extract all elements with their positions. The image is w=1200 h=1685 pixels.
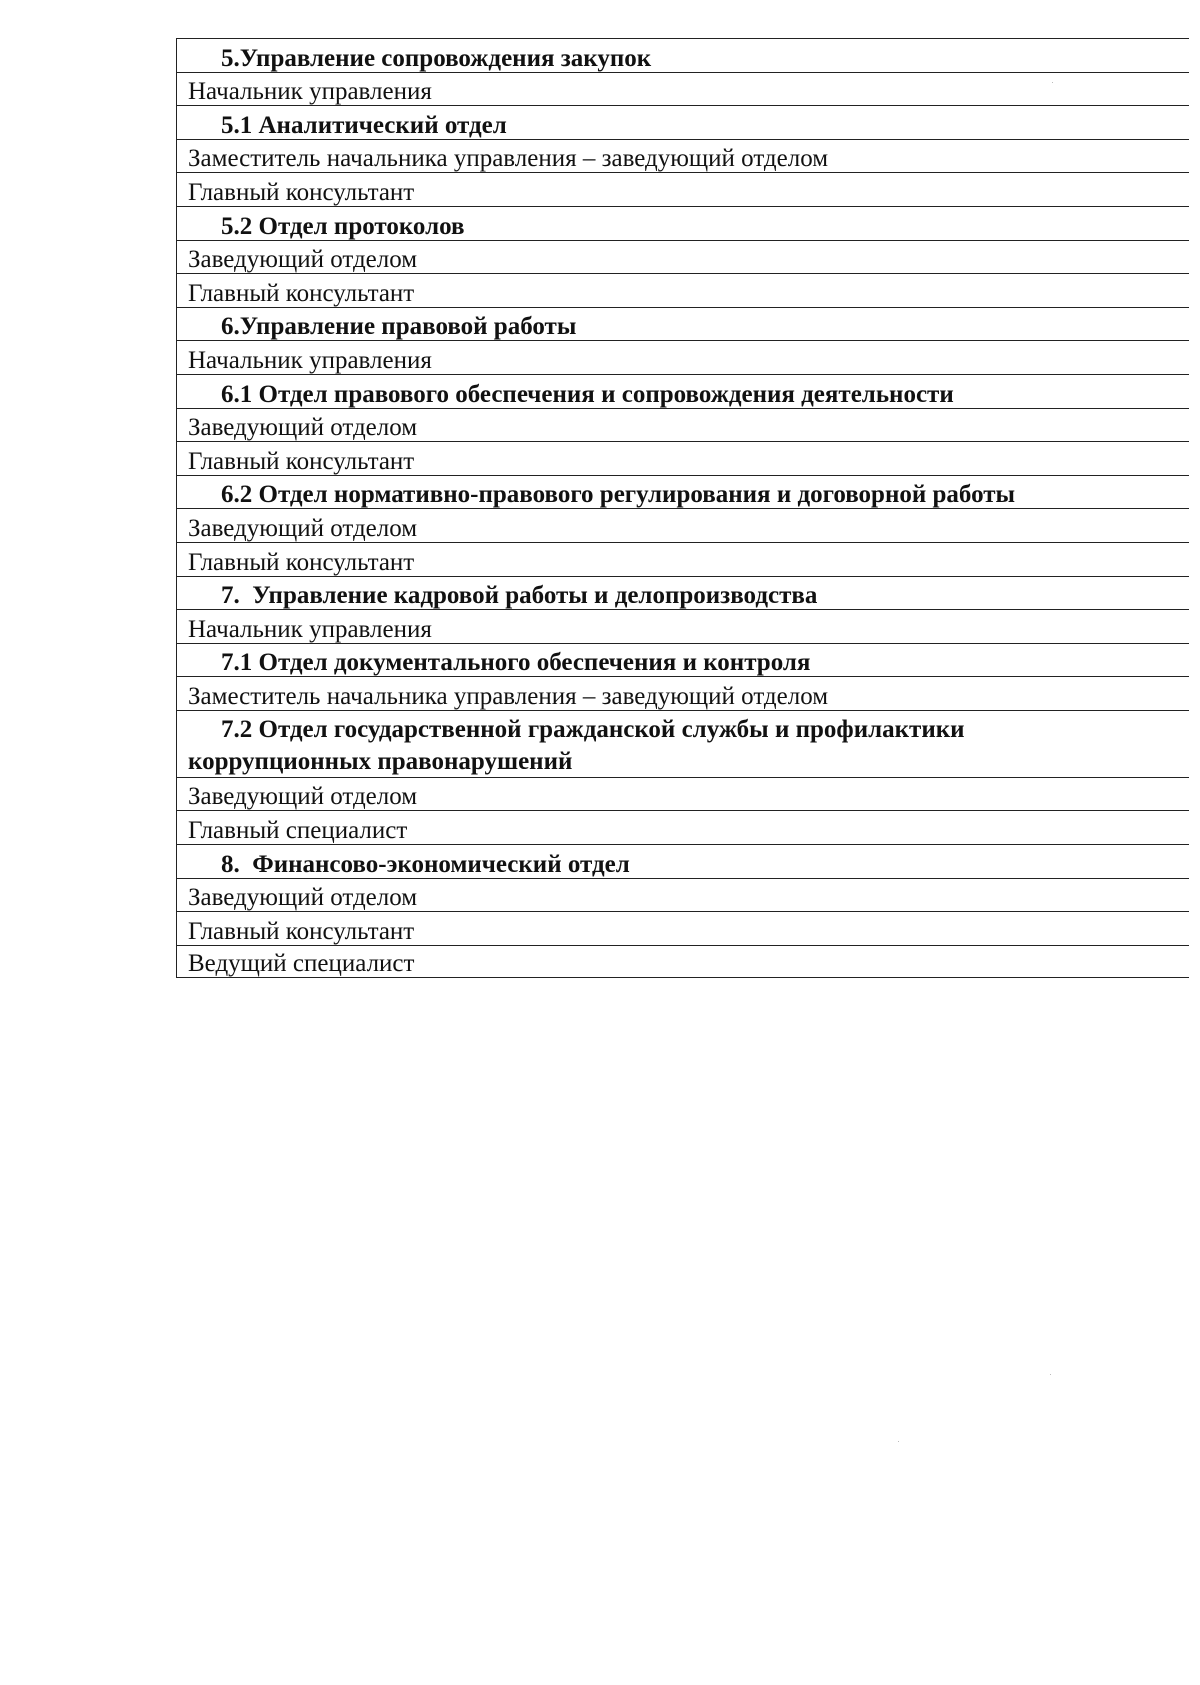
section-heading-8 [177, 844, 1189, 878]
row-text: Начальник управления [188, 78, 432, 106]
scan-speck [1052, 82, 1053, 83]
row-text: Заведующий отделом [188, 414, 418, 442]
row-text: Главный консультант [188, 917, 415, 945]
position-row [177, 240, 1189, 274]
row-text: Заместитель начальника управления – заведующий отделом [188, 145, 829, 173]
position-row [177, 777, 1189, 811]
section-heading-5 [177, 38, 1189, 72]
row-text: Заведующий отделом [188, 884, 418, 912]
staff-table [176, 38, 1189, 978]
row-text: Главный специалист [188, 817, 408, 845]
position-row [177, 810, 1189, 844]
row-text: 7.2 Отдел государственной гражданской службы и профилактики [221, 715, 965, 743]
row-text: 6.2 Отдел нормативно-правового регулирования и договорной работы [221, 481, 1016, 509]
position-row [177, 441, 1189, 475]
section-heading-6-1 [177, 374, 1189, 408]
scan-speck [1050, 1374, 1051, 1375]
position-row [177, 340, 1189, 374]
row-text: Начальник управления [188, 346, 432, 374]
position-row [177, 609, 1189, 643]
row-text: Главный консультант [188, 447, 415, 475]
row-text: 6.1 Отдел правового обеспечения и сопровождения деятельности [221, 380, 954, 408]
row-text: Ведущий специалист [188, 950, 415, 978]
position-row [177, 408, 1189, 442]
section-heading-6 [177, 307, 1189, 341]
position-row [177, 945, 1189, 979]
section-heading-5-2 [177, 206, 1189, 240]
row-text: Заместитель начальника управления – заведующий отделом [188, 682, 829, 710]
position-row [177, 72, 1189, 106]
position-row [177, 508, 1189, 542]
row-text: 6.Управление правовой работы [221, 313, 577, 341]
row-text: 7. Управление кадровой работы и делопроизводства [221, 582, 818, 610]
position-row [177, 911, 1189, 945]
position-row [177, 542, 1189, 576]
section-heading-7-1 [177, 643, 1189, 677]
position-row [177, 676, 1189, 710]
position-row [177, 273, 1189, 307]
row-text: Главный консультант [188, 548, 415, 576]
row-text: 8. Финансово-экономический отдел [221, 850, 630, 878]
row-text: Начальник управления [188, 615, 432, 643]
row-text: Главный консультант [188, 279, 415, 307]
row-text: 7.1 Отдел документального обеспечения и контроля [221, 649, 811, 677]
position-row [177, 139, 1189, 173]
row-text: Заведующий отделом [188, 514, 418, 542]
position-row [177, 878, 1189, 912]
section-heading-7 [177, 576, 1189, 610]
section-heading-5-1 [177, 105, 1189, 139]
scan-speck [898, 1441, 899, 1442]
row-text: Заведующий отделом [188, 246, 418, 274]
row-text: Главный консультант [188, 178, 415, 206]
row-text: 5.1 Аналитический отдел [221, 111, 507, 139]
row-text: 5.2 Отдел протоколов [221, 212, 465, 240]
section-heading-7-2 [177, 710, 1189, 777]
position-row [177, 172, 1189, 206]
row-text-continued: коррупционных правонарушений [188, 747, 573, 775]
row-text: Заведующий отделом [188, 783, 418, 811]
row-text: 5.Управление сопровождения закупок [221, 44, 652, 72]
section-heading-6-2 [177, 475, 1189, 509]
